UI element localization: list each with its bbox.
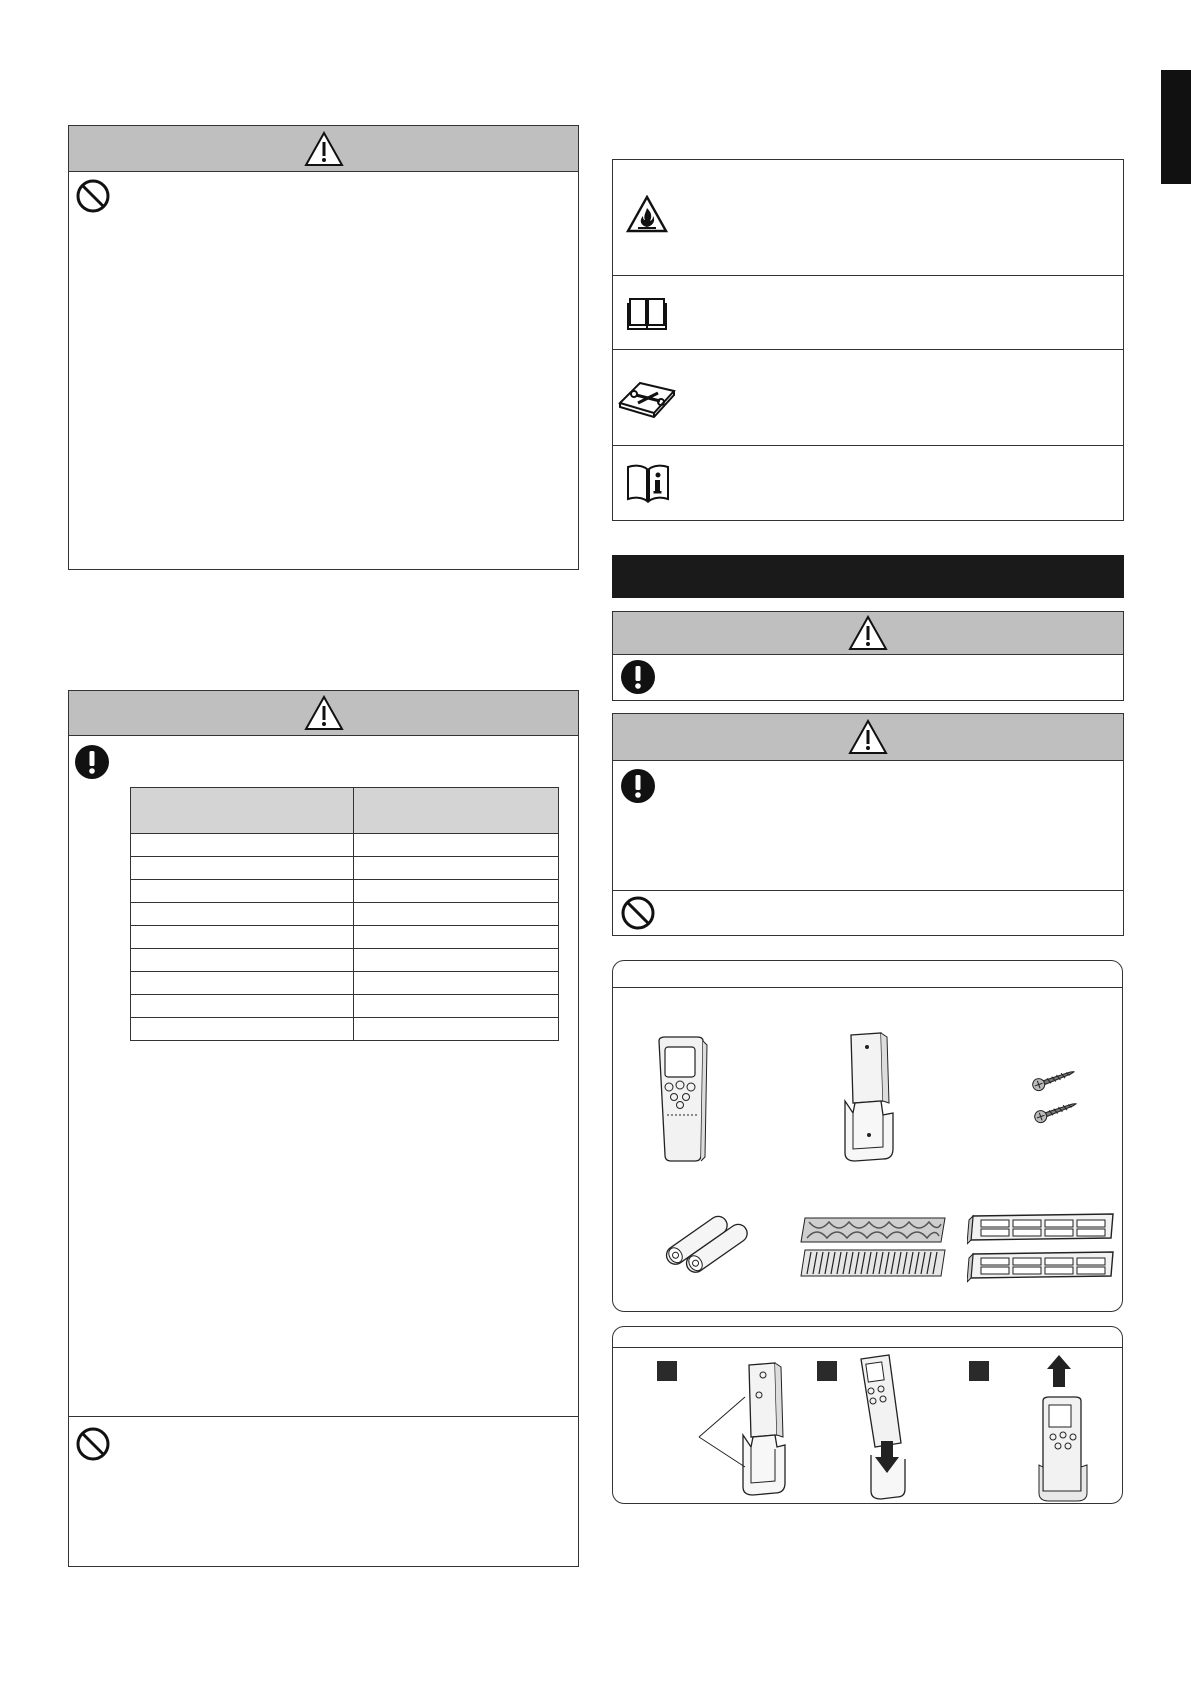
- panel-title-divider: [613, 987, 1122, 988]
- table-cell: [354, 834, 559, 857]
- accessories-panel: [612, 960, 1123, 1312]
- prohibition-icon: [620, 895, 656, 931]
- warning-header: [613, 612, 1123, 655]
- row-divider: [69, 1416, 578, 1417]
- screws-image: [1027, 1071, 1091, 1141]
- table-cell: [131, 995, 354, 1018]
- warning-triangle-icon: [304, 131, 344, 167]
- table-row: [131, 972, 559, 995]
- mandatory-exclamation-icon: [620, 659, 656, 695]
- table-header-cell: [354, 788, 559, 834]
- row-divider: [613, 349, 1123, 350]
- table-row: [131, 903, 559, 926]
- step-2-insert-image: [853, 1353, 933, 1503]
- warning-triangle-icon: [848, 615, 888, 651]
- table-row: [131, 926, 559, 949]
- flammable-warning-icon: [626, 195, 668, 233]
- table-cell: [131, 949, 354, 972]
- step-3-marker: [969, 1361, 989, 1381]
- row-divider: [613, 445, 1123, 446]
- remote-holder-image: [831, 1031, 911, 1165]
- table-cell: [354, 857, 559, 880]
- warning-triangle-icon: [304, 695, 344, 731]
- filter-frames-image: [967, 1210, 1117, 1284]
- warning-header: [69, 126, 578, 172]
- table-cell: [354, 972, 559, 995]
- information-manual-icon: [626, 463, 670, 503]
- table-header-row: [131, 788, 559, 834]
- table-cell: [354, 995, 559, 1018]
- caution-header: [69, 691, 578, 736]
- step-2-marker: [817, 1361, 837, 1381]
- air-cleaning-filters-image: [799, 1214, 947, 1280]
- mandatory-exclamation-icon: [620, 768, 656, 804]
- caution-box-bottom-left: [68, 690, 579, 1567]
- warning-header: [613, 714, 1123, 761]
- table-cell: [131, 972, 354, 995]
- service-manual-icon: [616, 375, 678, 421]
- symbols-box: [612, 159, 1124, 521]
- mandatory-exclamation-icon: [74, 744, 110, 780]
- table-row: [131, 834, 559, 857]
- prohibition-icon: [75, 178, 111, 214]
- table-cell: [131, 903, 354, 926]
- table-cell: [354, 880, 559, 903]
- table-cell: [354, 1018, 559, 1041]
- table-cell: [131, 834, 354, 857]
- warning-box-right-1: [612, 611, 1124, 701]
- prohibition-icon: [75, 1426, 111, 1462]
- installation-panel: [612, 1326, 1123, 1504]
- batteries-image: [653, 1213, 763, 1283]
- step-1-holder-image: [695, 1357, 795, 1499]
- table-cell: [131, 926, 354, 949]
- table-row: [131, 857, 559, 880]
- warning-box-top-left: [68, 125, 579, 570]
- warning-triangle-icon: [848, 719, 888, 755]
- table-cell: [354, 903, 559, 926]
- read-manual-icon: [626, 295, 668, 331]
- spec-table: [130, 787, 559, 1041]
- section-title-bar: [612, 555, 1124, 598]
- row-divider: [613, 890, 1123, 891]
- table-row: [131, 880, 559, 903]
- table-row: [131, 1018, 559, 1041]
- step-3-installed-image: [1031, 1353, 1101, 1505]
- panel-title-divider: [613, 1347, 1122, 1348]
- table-cell: [131, 880, 354, 903]
- remote-controller-image: [649, 1035, 719, 1163]
- table-cell: [131, 857, 354, 880]
- table-row: [131, 949, 559, 972]
- table-cell: [131, 1018, 354, 1041]
- table-cell: [354, 926, 559, 949]
- language-tab: [1161, 70, 1191, 184]
- table-cell: [354, 949, 559, 972]
- row-divider: [613, 275, 1123, 276]
- table-header-cell: [131, 788, 354, 834]
- table-row: [131, 995, 559, 1018]
- step-1-marker: [657, 1361, 677, 1381]
- warning-box-right-2: [612, 713, 1124, 936]
